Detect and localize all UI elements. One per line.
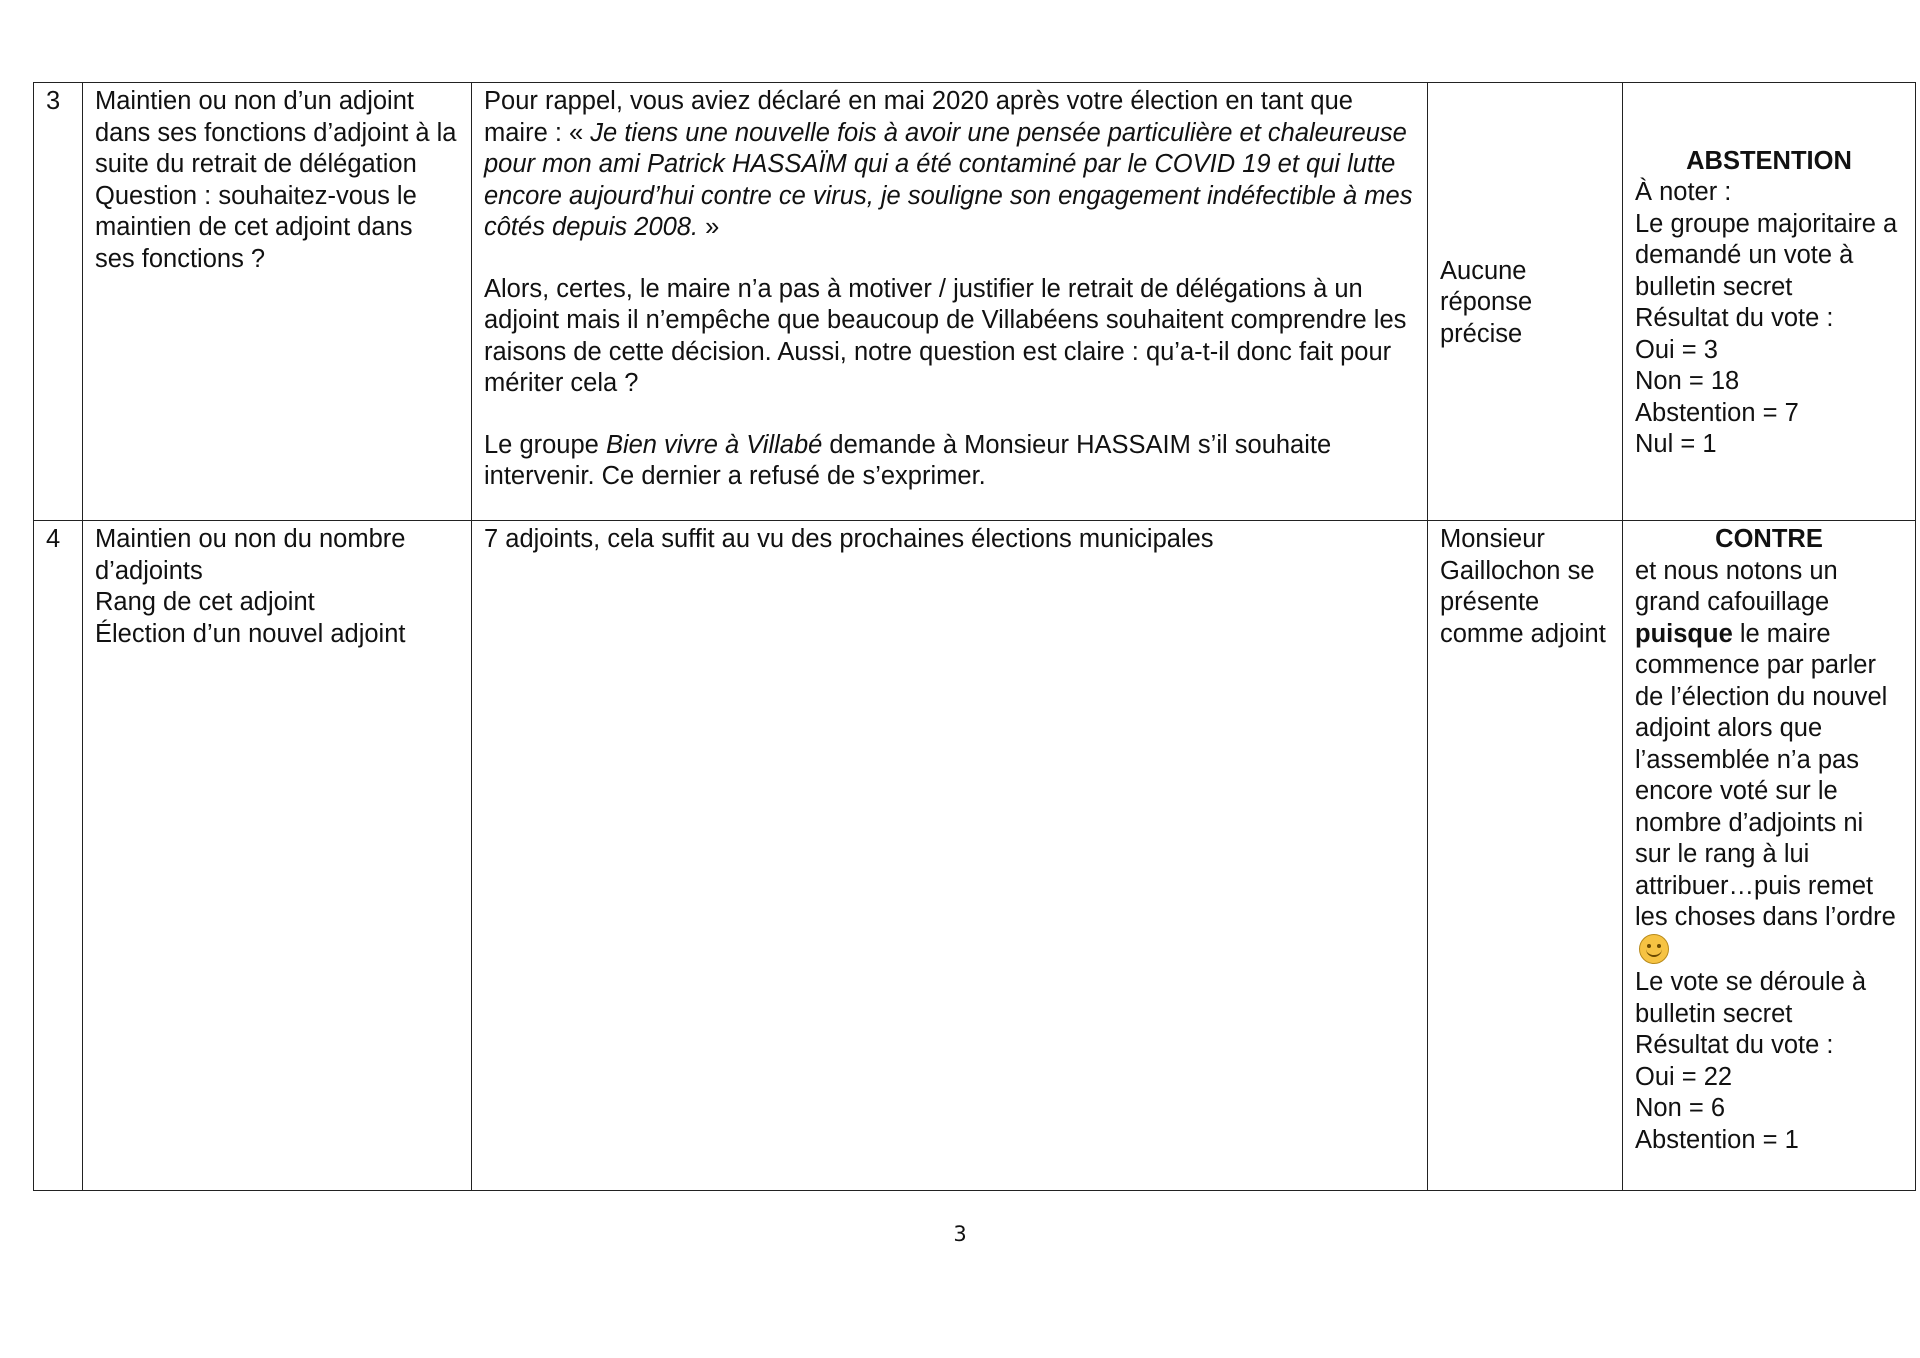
vote-comment: [1635, 556, 1903, 968]
topic-cell: [83, 83, 472, 521]
table-row: [34, 521, 1916, 1191]
response-text: Monsieur Gaillochon se présente comme adjoint: [1440, 525, 1606, 648]
vote-cell: [1623, 83, 1916, 521]
response-cell: [1428, 83, 1623, 521]
topic-text: Maintien ou non d’un adjoint dans ses fonctions d’adjoint à la suite du retrait de délégation: [95, 87, 457, 178]
vote-line: Le vote se déroule à bulletin secret: [1635, 968, 1867, 1028]
row-number: 3: [34, 83, 83, 521]
vote-result-title: ABSTENTION: [1686, 146, 1852, 175]
response-text: Aucune réponse précise: [1440, 256, 1533, 348]
quote-close: »: [698, 213, 720, 241]
smiling-face-icon: [1639, 934, 1669, 964]
vote-line: Abstention = 7: [1635, 398, 1799, 427]
intervention-paragraph: [484, 86, 1415, 244]
comment-text: le maire commence par parler de l’élection du nouvel adjoint alors que l’assemblée n’a pas encore voté sur le nombre d’adjoints ni sur le rang à lui attribuer…puis remet les choses dans l’ordre: [1635, 619, 1896, 931]
vote-line: Le groupe majoritaire a demandé un vote à bulletin secret: [1635, 209, 1898, 301]
vote-line: Résultat du vote :: [1635, 1031, 1834, 1059]
minutes-table: [33, 82, 1916, 1191]
table-row: [34, 83, 1916, 521]
vote-line: À noter :: [1635, 178, 1732, 206]
topic-line: Maintien ou non du nombre d’adjoints: [95, 525, 406, 585]
vote-line: Nul = 1: [1635, 430, 1717, 458]
comment-emphasis: puisque: [1635, 619, 1733, 648]
intervention-cell: [472, 83, 1428, 521]
response-cell: [1428, 521, 1623, 1191]
mayor-quote: Je tiens une nouvelle fois à avoir une pensée particulière et chaleureuse pour mon ami Patrick HASSAÏM qui a été contaminé par le COVID 19 et qui lutte encore aujourd’hui contre ce virus, je souligne son engagement indéfectible à mes côtés depuis 2008.: [484, 118, 1413, 241]
row-number: 4: [34, 521, 83, 1191]
page-number: 3: [953, 1222, 967, 1246]
vote-line: Non = 18: [1635, 367, 1740, 395]
topic-line: Rang de cet adjoint: [95, 588, 315, 616]
topic-cell: [83, 521, 472, 1191]
comment-intro: et nous notons un grand cafouillage: [1635, 556, 1838, 616]
group-request: demande à Monsieur HASSAIM s’il souhaite intervenir. Ce dernier a refusé de s’exprimer.: [484, 430, 1332, 490]
vote-result-title: CONTRE: [1715, 525, 1823, 553]
vote-line: Oui = 3: [1635, 335, 1718, 364]
intervention-paragraph: [484, 430, 1415, 493]
topic-line: Élection d’un nouvel adjoint: [95, 619, 406, 648]
intervention-cell: [472, 521, 1428, 1191]
group-name: Bien vivre à Villabé: [605, 430, 823, 459]
vote-cell: [1623, 521, 1916, 1191]
vote-line: Résultat du vote :: [1635, 304, 1834, 332]
vote-line: Oui = 22: [1635, 1062, 1733, 1091]
quote-intro: Pour rappel, vous aviez déclaré en mai 2020 après votre élection en tant que maire : «: [484, 87, 1353, 147]
vote-line: Non = 6: [1635, 1094, 1726, 1122]
group-intro: Le groupe: [484, 430, 606, 459]
vote-line: Abstention = 1: [1635, 1125, 1799, 1154]
intervention-paragraph: Alors, certes, le maire n’a pas à motiver / justifier le retrait de délégations à un adjoint mais il n’empêche que beaucoup de Villabéens souhaitent comprendre les raisons de cette décision. Aussi, notre question est claire : qu’a-t-il donc fait pour mériter cela ?: [484, 274, 1407, 397]
intervention-paragraph: 7 adjoints, cela suffit au vu des prochaines élections municipales: [484, 525, 1214, 553]
topic-question: Question : souhaitez-vous le maintien de cet adjoint dans ses fonctions ?: [95, 181, 417, 273]
